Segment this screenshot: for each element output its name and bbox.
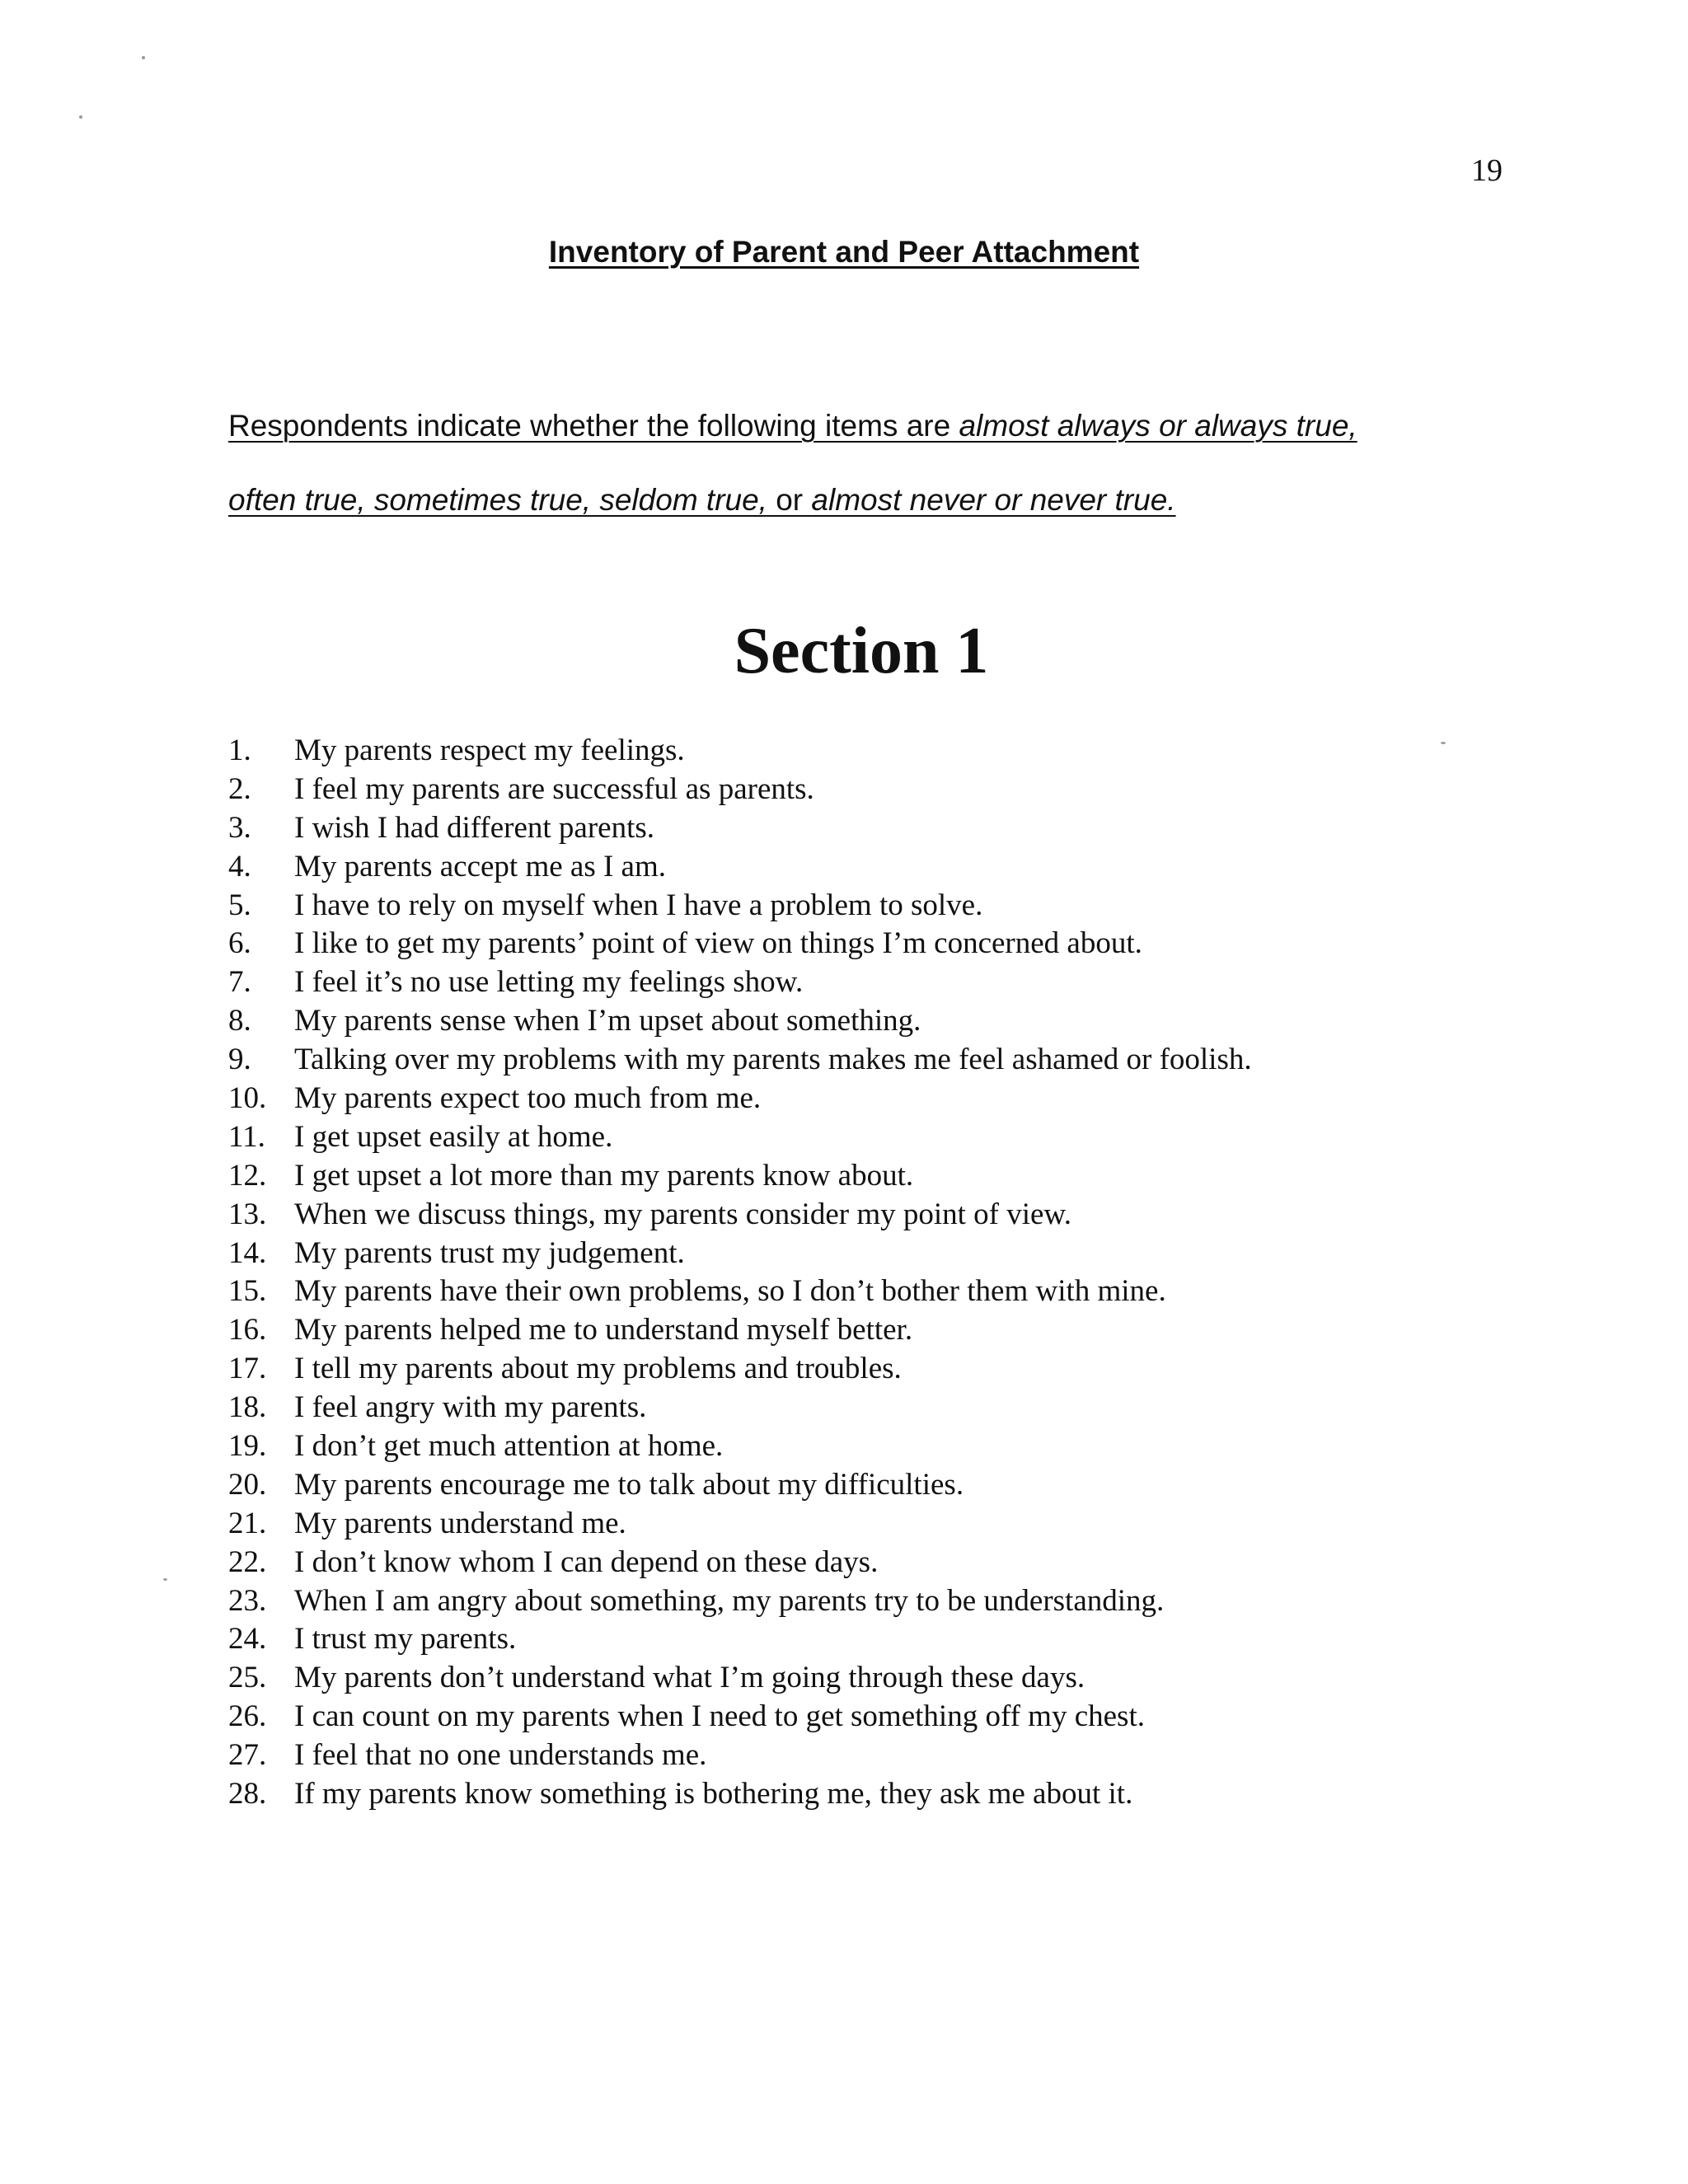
- item-text: Talking over my problems with my parents makes me feel ashamed or foolish.: [294, 1043, 1252, 1077]
- list-item: [228, 1427, 1252, 1466]
- item-text: I wish I had different parents.: [294, 810, 655, 845]
- list-item: [228, 1350, 1252, 1389]
- item-number: 17.: [228, 1352, 267, 1386]
- item-number: 11.: [228, 1119, 265, 1154]
- item-text: My parents expect too much from me.: [294, 1081, 762, 1116]
- item-number: 3.: [228, 810, 251, 845]
- instructions-line-1-italic: almost always or always true,: [959, 409, 1357, 443]
- item-number: 25.: [228, 1661, 267, 1695]
- list-item: [228, 848, 1252, 887]
- list-item: [228, 1080, 1252, 1118]
- item-number: 14.: [228, 1235, 267, 1270]
- item-text: I feel angry with my parents.: [294, 1390, 647, 1425]
- list-item: [228, 1389, 1252, 1427]
- section-heading: Section 1: [734, 615, 989, 687]
- item-text: I like to get my parents’ point of view on things I’m concerned about.: [294, 926, 1142, 961]
- item-number: 21.: [228, 1506, 267, 1540]
- item-text: My parents trust my judgement.: [294, 1235, 685, 1270]
- item-number: 12.: [228, 1158, 267, 1193]
- item-text: My parents sense when I’m upset about something.: [294, 1004, 921, 1038]
- item-number: 8.: [228, 1004, 251, 1038]
- page-number: 19: [1471, 153, 1503, 188]
- item-text: When we discuss things, my parents consider my point of view.: [294, 1197, 1071, 1231]
- item-number: 18.: [228, 1390, 267, 1425]
- instructions-line-2-plain: or: [767, 483, 812, 517]
- list-item: [228, 809, 1252, 848]
- item-number: 7.: [228, 965, 251, 1000]
- item-number: 26.: [228, 1699, 267, 1734]
- list-item: [228, 1235, 1252, 1273]
- instructions-line-2-italic-b: almost never or never true.: [811, 483, 1176, 517]
- item-number: 16.: [228, 1313, 267, 1347]
- item-number: 4.: [228, 849, 251, 883]
- list-item: [228, 1505, 1252, 1544]
- instructions-line-2-italic-a: often true, sometimes true, seldom true,: [228, 483, 767, 517]
- item-number: 20.: [228, 1467, 267, 1502]
- item-number: 9.: [228, 1043, 251, 1077]
- instructions-line-2: [228, 463, 1531, 537]
- list-item: [228, 1659, 1252, 1698]
- scan-speck: [79, 115, 82, 119]
- item-number: 19.: [228, 1429, 267, 1464]
- item-text: My parents have their own problems, so I don’t bother them with mine.: [294, 1274, 1166, 1309]
- list-item: [228, 963, 1252, 1002]
- item-text: My parents helped me to understand myself better.: [294, 1313, 913, 1347]
- list-item: [228, 1620, 1252, 1659]
- item-text: I get upset a lot more than my parents know about.: [294, 1158, 914, 1193]
- item-number: 24.: [228, 1622, 267, 1657]
- item-text: If my parents know something is bothering me, they ask me about it.: [294, 1777, 1133, 1811]
- item-number: 23.: [228, 1583, 267, 1618]
- item-number: 15.: [228, 1274, 267, 1309]
- item-text: I get upset easily at home.: [294, 1119, 613, 1154]
- list-item: [228, 1544, 1252, 1582]
- list-item: [228, 771, 1252, 809]
- list-item: [228, 1736, 1252, 1775]
- list-item: [228, 1311, 1252, 1350]
- list-item: [228, 1272, 1252, 1311]
- item-text: My parents don’t understand what I’m going through these days.: [294, 1661, 1085, 1695]
- item-text: I feel it’s no use letting my feelings show.: [294, 965, 804, 1000]
- instructions-text: [228, 389, 1531, 537]
- item-text: I feel my parents are successful as parents.: [294, 771, 814, 806]
- item-text: I can count on my parents when I need to get something off my chest.: [294, 1699, 1145, 1734]
- item-text: When I am angry about something, my parents try to be understanding.: [294, 1583, 1165, 1618]
- item-text: I don’t get much attention at home.: [294, 1429, 724, 1464]
- scan-speck: [163, 1578, 167, 1581]
- list-item: [228, 1118, 1252, 1157]
- scan-speck: [142, 56, 145, 59]
- list-item: [228, 1041, 1252, 1080]
- instructions-line-1-plain: Respondents indicate whether the following items are: [228, 409, 959, 443]
- list-item: [228, 1002, 1252, 1041]
- list-item: [228, 887, 1252, 926]
- item-number: 13.: [228, 1197, 267, 1231]
- item-text: I have to rely on myself when I have a problem to solve.: [294, 888, 983, 922]
- document-title: Inventory of Parent and Peer Attachment: [548, 235, 1140, 269]
- item-number: 1.: [228, 733, 251, 767]
- list-item: [228, 1582, 1252, 1621]
- item-number: 6.: [228, 926, 251, 961]
- list-item: [228, 1466, 1252, 1505]
- item-text: My parents respect my feelings.: [294, 733, 685, 767]
- item-number: 27.: [228, 1738, 267, 1773]
- scan-speck: [1441, 742, 1446, 744]
- item-text: I tell my parents about my problems and troubles.: [294, 1352, 902, 1386]
- item-text: I feel that no one understands me.: [294, 1738, 707, 1773]
- list-item: [228, 925, 1252, 963]
- item-list: [228, 732, 1252, 1814]
- list-item: [228, 1698, 1252, 1736]
- item-text: My parents understand me.: [294, 1506, 626, 1540]
- item-number: 22.: [228, 1544, 267, 1579]
- list-item: [228, 732, 1252, 771]
- item-number: 10.: [228, 1081, 267, 1116]
- list-item: [228, 1196, 1252, 1235]
- item-text: My parents encourage me to talk about my difficulties.: [294, 1467, 964, 1502]
- item-text: I trust my parents.: [294, 1622, 517, 1657]
- instructions-line-1: [228, 389, 1531, 463]
- item-number: 5.: [228, 888, 251, 922]
- list-item: [228, 1157, 1252, 1196]
- item-number: 2.: [228, 771, 251, 806]
- item-text: I don’t know whom I can depend on these days.: [294, 1544, 879, 1579]
- list-item: [228, 1775, 1252, 1814]
- item-text: My parents accept me as I am.: [294, 849, 667, 883]
- item-number: 28.: [228, 1777, 267, 1811]
